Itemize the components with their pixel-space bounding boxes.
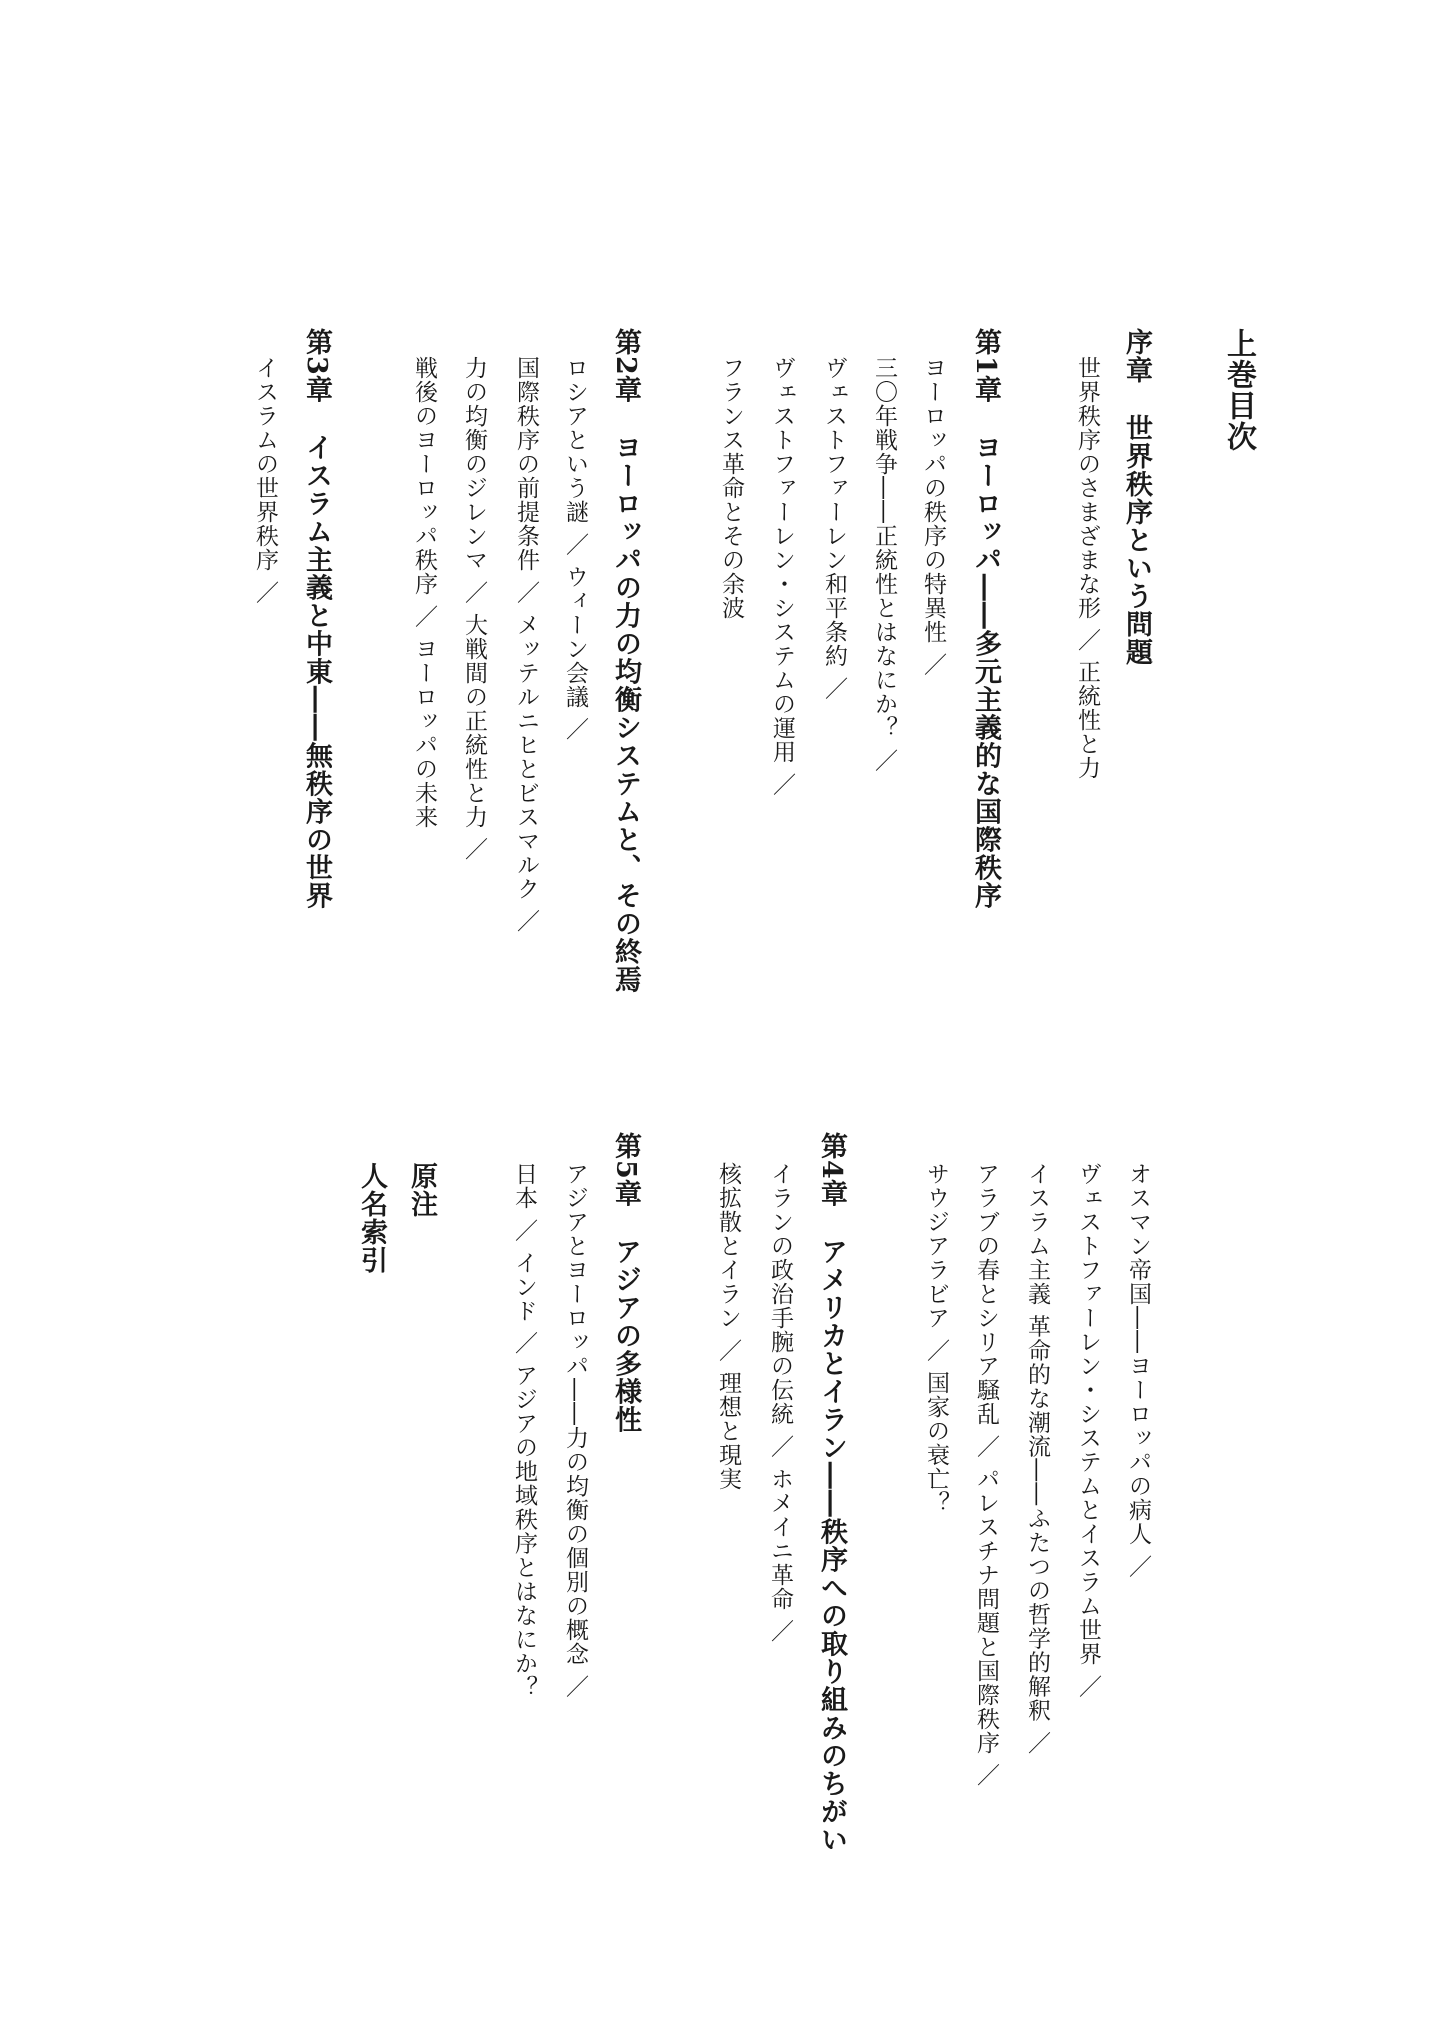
chapter-2-line-4: 戦後のヨーロッパ秩序 ／ ヨーロッパの未来: [411, 356, 437, 829]
chapter-1-line-5: フランス革命とその余波: [718, 356, 744, 620]
chapter-2-heading: [612, 328, 639, 994]
chapter-4-line-2: 核拡散とイラン ／ 理想と現実: [715, 1162, 741, 1491]
chapter-2-line-2: 国際秩序の前提条件 ／ メッテルニヒとビスマルク ／: [513, 356, 539, 933]
chapter-4-heading: [818, 1132, 845, 1854]
chapter-1-heading: [972, 328, 999, 910]
chapter-3-heading: [303, 328, 330, 910]
prologue-sections: [1075, 356, 1098, 780]
chapter-3-cont-line-5: サウジアラビア ／ 国家の衰亡？: [923, 1162, 949, 1515]
prologue-section-2: 正統性と力: [1074, 660, 1100, 780]
chapter-1-line-2: 三〇年戦争――正統性とはなにか？ ／: [871, 356, 897, 773]
chapter-2-line-1: ロシアという謎 ／ ウィーン会議 ／: [562, 356, 588, 741]
chapter-3-cont-line-4: アラブの春とシリア騒乱 ／ パレスチナ問題と国際秩序 ／: [973, 1162, 999, 1787]
chapter-1-line-4: ヴェストファーレン・システムの運用 ／: [769, 356, 795, 797]
chapter-5-label: 第5章: [610, 1132, 641, 1208]
chapter-3-cont-line-1: オスマン帝国――ヨーロッパの病人 ／: [1125, 1162, 1151, 1579]
notes-heading: 原注: [406, 1162, 437, 1218]
chapter-1-title: ヨーロッパ――多元主義的な国際秩序: [970, 433, 1001, 910]
chapter-2-label: 第2章: [610, 328, 641, 404]
prologue-heading: [1123, 328, 1150, 666]
chapter-1-line-1: ヨーロッパの秩序の特異性 ／: [920, 356, 946, 677]
prologue-title: 世界秩序という問題: [1121, 414, 1152, 666]
chapter-5-title: アジアの多様性: [610, 1237, 641, 1434]
chapter-5-line-1: アジアとヨーロッパ――力の均衡の個別の概念 ／: [562, 1162, 588, 1699]
chapter-4-label: 第4章: [816, 1132, 847, 1208]
chapter-2-line-3: 力の均衡のジレンマ ／ 大戦間の正統性と力 ／: [461, 356, 487, 861]
toc-title: 上巻目次: [1221, 328, 1256, 452]
chapter-3-cont-line-3: イスラム主義 革命的な潮流――ふたつの哲学的解釈 ／: [1024, 1162, 1050, 1755]
chapter-3-label: 第3章: [301, 328, 332, 404]
separator: ／: [1074, 628, 1100, 652]
prologue-label: 序章: [1121, 328, 1152, 384]
chapter-5-line-2: 日本 ／ インド ／ アジアの地域秩序とはなにか？: [511, 1162, 537, 1700]
chapter-5-heading: [612, 1132, 639, 1434]
chapter-4-line-1: イランの政治手腕の伝統 ／ ホメイニ革命 ／: [767, 1162, 793, 1643]
chapter-1-label: 第1章: [970, 328, 1001, 404]
chapter-3-line-1: イスラムの世界秩序 ／: [252, 356, 278, 605]
chapter-1-line-3: ヴェストファーレン和平条約 ／: [821, 356, 847, 701]
chapter-3-title: イスラム主義と中東――無秩序の世界: [301, 433, 332, 910]
chapter-4-title: アメリカとイラン――秩序への取り組みのちがい: [816, 1237, 847, 1854]
chapter-2-title: ヨーロッパの力の均衡システムと、その終焉: [610, 433, 641, 994]
prologue-section-1: 世界秩序のさまざまな形: [1074, 356, 1100, 620]
index-heading: 人名索引: [356, 1162, 387, 1274]
chapter-3-cont-line-2: ヴェストファーレン・システムとイスラム世界 ／: [1075, 1162, 1101, 1699]
